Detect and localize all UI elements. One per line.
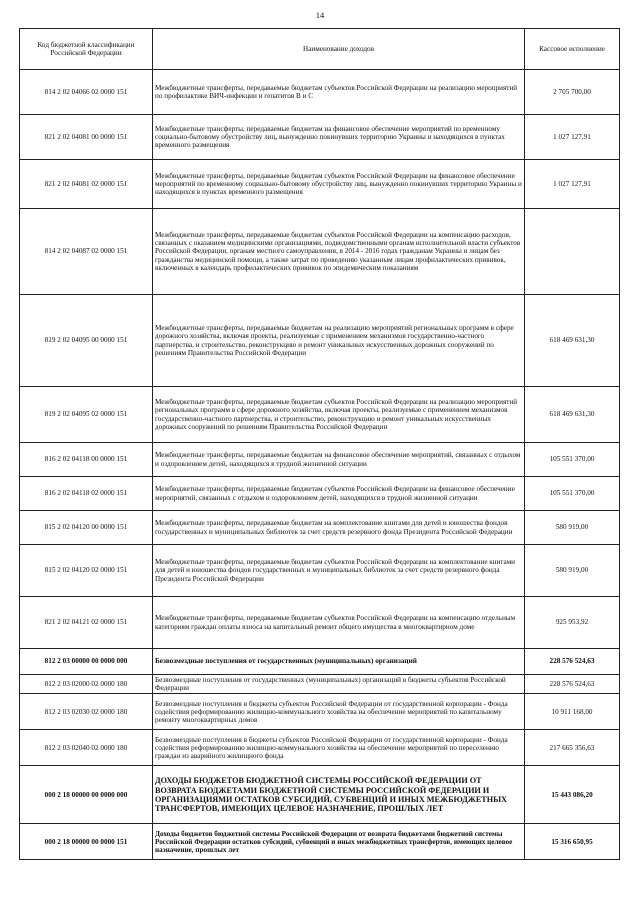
row-name: Безвозмездные поступления от государственных (муниципальных) организаций в бюджеты субъектов Российской Федерации (153, 675, 525, 694)
row-code: 819 2 02 04095 02 0000 151 (20, 387, 153, 443)
table-row (20, 694, 620, 730)
page-number: 14 (315, 10, 325, 20)
table-row (20, 160, 620, 209)
row-amount: 228 576 524,63 (525, 649, 620, 675)
row-code: 816 2 02 04118 00 0000 151 (20, 443, 153, 477)
row-amount: 1 027 127,91 (525, 160, 620, 209)
row-code: 821 2 02 04081 02 0000 151 (20, 160, 153, 209)
row-code: 812 2 03 02040 02 0000 180 (20, 730, 153, 766)
table-body (20, 70, 620, 860)
row-name: Межбюджетные трансферты, передаваемые бюджетам субъектов Российской Федерации на компенсацию отдельным категориям граждан оплаты взноса на капитальный ремонт общего имущества в многоквартирном доме (153, 597, 525, 649)
row-name: Межбюджетные трансферты, передаваемые бюджетам субъектов Российской Федерации на реализацию мероприятий по профилактике ВИЧ-инфекции и гепатитов В и С (153, 70, 525, 115)
row-amount: 15 443 086,20 (525, 766, 620, 824)
row-name: Межбюджетные трансферты, передаваемые бюджетам субъектов Российской Федерации на комплектование книгами для детей и юношества фондов государственных и муниципальных библиотек за счет средств резервного фонда Президента Российской Федерации (153, 545, 525, 597)
row-name: Безвозмездные поступления в бюджеты субъектов Российской Федерации от государственной корпорации - Фонда содействия реформированию жилищно-коммунального хозяйства на обеспечение мероприятий по переселению граждан из аварийного жилищного фонда (153, 730, 525, 766)
row-name: Межбюджетные трансферты, передаваемые бюджетам субъектов Российской Федерации на реализацию мероприятий региональных программ в сфере дорожного хозяйства, включая проекты, реализуемые с применением механизмов государственно-частного партнерства, и строительство, реконструкцию и ремонт уникальных искусственных дорожных сооружений по решениям Правительства Российской Федерации (153, 387, 525, 443)
row-amount: 15 316 650,95 (525, 824, 620, 860)
table-row (20, 649, 620, 675)
row-name: ДОХОДЫ БЮДЖЕТОВ БЮДЖЕТНОЙ СИСТЕМЫ РОССИЙСКОЙ ФЕДЕРАЦИИ ОТ ВОЗВРАТА БЮДЖЕТАМИ БЮДЖЕТНОЙ СИСТЕМЫ РОССИЙСКОЙ ФЕДЕРАЦИИ И ОРГАНИЗАЦИЯМИ ОСТАТКОВ СУБСИДИЙ, СУБВЕНЦИЙ И ИНЫХ МЕЖБЮДЖЕТНЫХ ТРАНСФЕРТОВ, ИМЕЮЩИХ ЦЕЛЕВОЕ НАЗНАЧЕНИЕ, ПРОШЛЫХ ЛЕТ (153, 766, 525, 824)
table-row (20, 209, 620, 295)
row-amount: 1 027 127,91 (525, 115, 620, 160)
table-row (20, 70, 620, 115)
row-code: 821 2 02 04121 02 0000 151 (20, 597, 153, 649)
header-amount: Кассовое исполнение (525, 29, 620, 70)
row-name: Доходы бюджетов бюджетной системы Российской Федерации от возврата бюджетами бюджетной системы Российской Федерации остатков субсидий, субвенций и иных межбюджетных трансфертов, имеющих целевое назначение, прошлых лет (153, 824, 525, 860)
table-row (20, 115, 620, 160)
row-code: 816 2 02 04118 02 0000 151 (20, 477, 153, 511)
row-code: 815 2 02 04120 02 0000 151 (20, 545, 153, 597)
table-row (20, 824, 620, 860)
header-name: Наименование доходов (153, 29, 525, 70)
row-code: 815 2 02 04120 00 0000 151 (20, 511, 153, 545)
row-code: 812 2 03 02000 02 0000 180 (20, 675, 153, 694)
row-name: Безвозмездные поступления от государственных (муниципальных) организаций (153, 649, 525, 675)
budget-revenue-table (19, 28, 620, 860)
row-name: Межбюджетные трансферты, передаваемые бюджетам субъектов Российской Федерации на компенсацию расходов, связанных с оказанием медицинскими организациями, подведомственными органам исполнительной власти субъектов Российской Федерации, органам местного самоуправления, в 2014 - 2016 годах гражданам Украины и лицам без гражданства медицинской помощи, а также затрат по проведению указанным лицам профилактических прививок, включенных в календарь профилактических прививок по эпидемическим показаниям (153, 209, 525, 295)
row-amount: 580 919,00 (525, 511, 620, 545)
row-code: 000 2 18 00000 00 0000 151 (20, 824, 153, 860)
row-amount: 228 576 524,63 (525, 675, 620, 694)
row-name: Безвозмездные поступления в бюджеты субъектов Российской Федерации от государственной корпорации - Фонда содействия реформированию жилищно-коммунального хозяйства на обеспечение мероприятий по капитальному ремонту многоквартирных домов (153, 694, 525, 730)
row-name: Межбюджетные трансферты, передаваемые бюджетам на реализацию мероприятий региональных программ в сфере дорожного хозяйства, включая проекты, реализуемые с применением механизмов государственно-частного партнерства, и строительство, реконструкцию и ремонт уникальных искусственных дорожных сооружений по решениям Правительства Российской Федерации (153, 295, 525, 387)
row-name: Межбюджетные трансферты, передаваемые бюджетам субъектов Российской Федерации на финансовое обеспечение мероприятий, связанных с отдыхом и оздоровлением детей, находящихся в трудной жизненной ситуации (153, 477, 525, 511)
table-row (20, 477, 620, 511)
row-amount: 105 551 370,00 (525, 477, 620, 511)
row-amount: 10 911 168,00 (525, 694, 620, 730)
row-amount: 217 665 356,63 (525, 730, 620, 766)
table-row (20, 511, 620, 545)
table-row (20, 545, 620, 597)
table-row (20, 675, 620, 694)
row-code: 814 2 02 04066 02 0000 151 (20, 70, 153, 115)
row-name: Межбюджетные трансферты, передаваемые бюджетам на финансовое обеспечение мероприятий, связанных с отдыхом и оздоровлением детей, находящихся в трудной жизненной ситуации (153, 443, 525, 477)
row-name: Межбюджетные трансферты, передаваемые бюджетам на финансовое обеспечение мероприятий по временному социально-бытовому обустройству лиц, вынужденно покинувших территорию Украины и находящихся в пунктах временного размещения (153, 115, 525, 160)
row-amount: 105 551 370,00 (525, 443, 620, 477)
row-name: Межбюджетные трансферты, передаваемые бюджетам на комплектование книгами для детей и юношества фондов государственных и муниципальных библиотек за счет средств резервного фонда Президента Российской Федерации (153, 511, 525, 545)
row-amount: 580 919,00 (525, 545, 620, 597)
row-code: 000 2 18 00000 00 0000 000 (20, 766, 153, 824)
row-name: Межбюджетные трансферты, передаваемые бюджетам субъектов Российской Федерации на финансовое обеспечение мероприятий по временному социально-бытовому обустройству лиц, вынужденно покинувших территорию Украины и находящихся в пунктах временного размещения (153, 160, 525, 209)
table-row (20, 730, 620, 766)
row-code: 812 2 03 00000 00 0000 000 (20, 649, 153, 675)
row-code: 819 2 02 04095 00 0000 151 (20, 295, 153, 387)
row-amount: 2 705 700,00 (525, 70, 620, 115)
row-code: 812 2 03 02030 02 0000 180 (20, 694, 153, 730)
table-row (20, 597, 620, 649)
table-header-row (20, 29, 620, 70)
row-code: 814 2 02 04087 02 0000 151 (20, 209, 153, 295)
row-code: 821 2 02 04081 00 0000 151 (20, 115, 153, 160)
row-amount: 618 469 631,30 (525, 295, 620, 387)
row-amount: 925 953,92 (525, 597, 620, 649)
row-amount (525, 209, 620, 295)
table-row (20, 443, 620, 477)
header-code: Код бюджетной классификации Российской Федерации (20, 29, 153, 70)
table-row (20, 295, 620, 387)
table-row (20, 766, 620, 824)
row-amount: 618 469 631,30 (525, 387, 620, 443)
table-row (20, 387, 620, 443)
